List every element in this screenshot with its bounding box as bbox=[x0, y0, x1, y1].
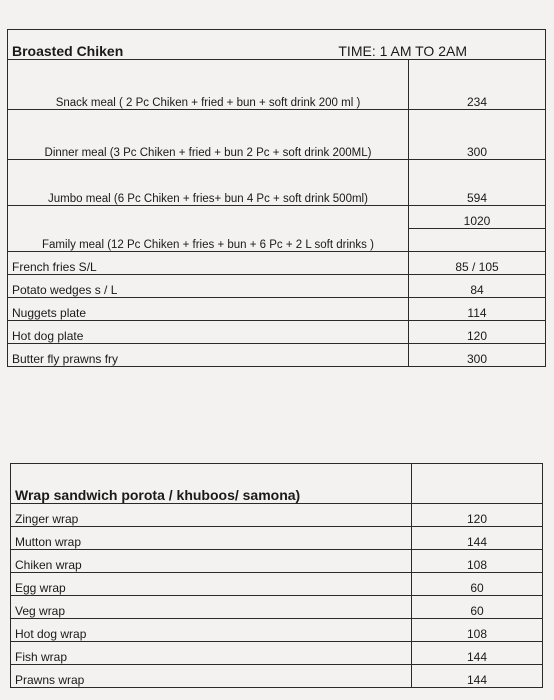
menu-row bbox=[8, 110, 546, 160]
broasted-chicken-table bbox=[7, 29, 546, 367]
item-price: 1020 bbox=[409, 206, 546, 229]
menu-row bbox=[11, 619, 543, 642]
menu-row bbox=[8, 252, 546, 275]
item-name: Fish wrap bbox=[11, 642, 412, 665]
item-price: 300 bbox=[409, 110, 546, 160]
menu-row bbox=[8, 344, 546, 367]
item-price: 234 bbox=[409, 60, 546, 110]
item-name: Potato wedges s / L bbox=[8, 275, 409, 298]
item-name: Butter fly prawns fry bbox=[8, 344, 409, 367]
item-name: Egg wrap bbox=[11, 573, 412, 596]
menu-row bbox=[8, 206, 546, 229]
section-header bbox=[8, 30, 546, 60]
item-name: Jumbo meal (6 Pc Chiken + fries+ bun 4 Pc + soft drink 500ml) bbox=[8, 160, 409, 206]
wrap-sandwich-table bbox=[10, 463, 543, 688]
item-name: Hot dog wrap bbox=[11, 619, 412, 642]
section-title: Broasted Chiken bbox=[12, 43, 124, 59]
menu-row bbox=[8, 321, 546, 344]
menu-row bbox=[8, 298, 546, 321]
item-name: Mutton wrap bbox=[11, 527, 412, 550]
menu-row bbox=[11, 573, 543, 596]
item-price: 120 bbox=[409, 321, 546, 344]
item-price: 108 bbox=[412, 550, 543, 573]
empty-cell bbox=[409, 229, 546, 252]
section-header-row bbox=[11, 464, 543, 504]
item-name: Zinger wrap bbox=[11, 504, 412, 527]
item-name: Hot dog plate bbox=[8, 321, 409, 344]
menu-row bbox=[11, 527, 543, 550]
item-name: Family meal (12 Pc Chiken + fries + bun + 6 Pc + 2 L soft drinks ) bbox=[8, 206, 409, 252]
item-name: French fries S/L bbox=[8, 252, 409, 275]
item-price: 84 bbox=[409, 275, 546, 298]
section-header-row bbox=[8, 30, 546, 60]
item-name: Snack meal ( 2 Pc Chiken + fried + bun + soft drink 200 ml ) bbox=[8, 60, 409, 110]
menu-row bbox=[11, 596, 543, 619]
menu-row bbox=[11, 550, 543, 573]
item-name: Veg wrap bbox=[11, 596, 412, 619]
menu-row bbox=[8, 60, 546, 110]
menu-row bbox=[8, 160, 546, 206]
item-price: 144 bbox=[412, 642, 543, 665]
service-time: TIME: 1 AM TO 2AM bbox=[338, 43, 467, 59]
item-price: 144 bbox=[412, 665, 543, 688]
menu-row bbox=[11, 665, 543, 688]
menu-row bbox=[8, 275, 546, 298]
item-name: Dinner meal (3 Pc Chiken + fried + bun 2 Pc + soft drink 200ML) bbox=[8, 110, 409, 160]
item-price: 60 bbox=[412, 596, 543, 619]
item-name: Chiken wrap bbox=[11, 550, 412, 573]
item-price: 108 bbox=[412, 619, 543, 642]
menu-row bbox=[11, 642, 543, 665]
item-price: 300 bbox=[409, 344, 546, 367]
menu-row bbox=[11, 504, 543, 527]
item-name: Nuggets plate bbox=[8, 298, 409, 321]
item-price: 120 bbox=[412, 504, 543, 527]
item-name: Prawns wrap bbox=[11, 665, 412, 688]
item-price: 144 bbox=[412, 527, 543, 550]
item-price: 114 bbox=[409, 298, 546, 321]
item-price: 60 bbox=[412, 573, 543, 596]
item-price: 594 bbox=[409, 160, 546, 206]
section-title: Wrap sandwich porota / khuboos/ samona) bbox=[11, 464, 412, 504]
empty-cell bbox=[412, 464, 543, 504]
item-price: 85 / 105 bbox=[409, 252, 546, 275]
